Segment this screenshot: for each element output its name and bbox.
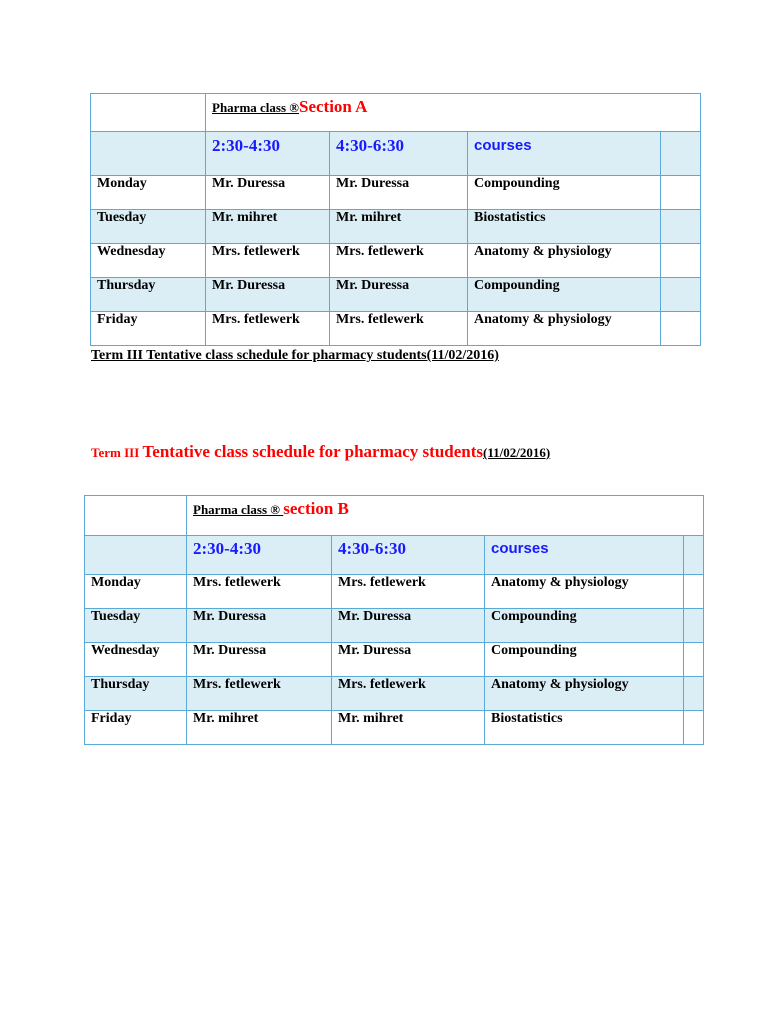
empty-cell (684, 609, 704, 643)
course-cell: Compounding (468, 176, 661, 210)
table-row (85, 575, 704, 609)
teacher-cell: Mrs. fetlewerk (332, 677, 485, 711)
table-row (85, 609, 704, 643)
section-b-title (91, 442, 550, 462)
course-cell: Anatomy & physiology (485, 677, 684, 711)
pharma-class-label: Pharma class ® (212, 100, 299, 115)
time-slot-1-header: 2:30-4:30 (212, 136, 280, 155)
teacher-cell: Mr. Duressa (206, 278, 330, 312)
teacher-cell: Mr. Duressa (332, 643, 485, 677)
empty-cell (661, 278, 701, 312)
empty-cell (684, 677, 704, 711)
table-row (91, 210, 701, 244)
teacher-cell: Mr. Duressa (332, 609, 485, 643)
empty-cell (661, 210, 701, 244)
course-cell: Anatomy & physiology (468, 312, 661, 346)
teacher-cell: Mrs. fetlewerk (330, 244, 468, 278)
empty-cell (91, 132, 206, 176)
teacher-cell: Mr. Duressa (330, 176, 468, 210)
day-cell: Tuesday (85, 609, 187, 643)
course-cell: Anatomy & physiology (485, 575, 684, 609)
table-row (85, 677, 704, 711)
day-cell: Thursday (91, 278, 206, 312)
course-cell: Compounding (468, 278, 661, 312)
day-cell: Monday (85, 575, 187, 609)
teacher-cell: Mrs. fetlewerk (206, 312, 330, 346)
teacher-cell: Mr. Duressa (187, 643, 332, 677)
table-row (85, 711, 704, 745)
empty-cell (661, 244, 701, 278)
title-main: Tentative class schedule for pharmacy students (142, 442, 484, 461)
table-row (85, 643, 704, 677)
empty-cell (85, 496, 187, 536)
teacher-cell: Mr. mihret (206, 210, 330, 244)
table-heading (206, 94, 701, 132)
day-cell: Thursday (85, 677, 187, 711)
teacher-cell: Mr. Duressa (206, 176, 330, 210)
course-cell: Compounding (485, 643, 684, 677)
title-term: Term III (91, 445, 143, 460)
courses-header: courses (474, 137, 532, 154)
empty-cell (684, 711, 704, 745)
course-cell: Anatomy & physiology (468, 244, 661, 278)
course-cell: Biostatistics (468, 210, 661, 244)
teacher-cell: Mr. mihret (330, 210, 468, 244)
section-label: Section A (298, 97, 368, 116)
day-cell: Tuesday (91, 210, 206, 244)
pharma-class-label: Pharma class ® (193, 502, 284, 517)
teacher-cell: Mr. mihret (187, 711, 332, 745)
course-cell: Compounding (485, 609, 684, 643)
teacher-cell: Mr. Duressa (187, 609, 332, 643)
empty-cell (661, 132, 701, 176)
empty-cell (684, 575, 704, 609)
courses-header: courses (491, 540, 549, 557)
empty-cell (661, 176, 701, 210)
course-cell: Biostatistics (485, 711, 684, 745)
teacher-cell: Mrs. fetlewerk (206, 244, 330, 278)
empty-cell (661, 312, 701, 346)
table-row (91, 176, 701, 210)
empty-cell (91, 94, 206, 132)
time-slot-2-header: 4:30-6:30 (338, 539, 406, 558)
table-row (91, 312, 701, 346)
empty-cell (85, 536, 187, 575)
schedule-table-section-b (84, 495, 704, 745)
day-cell: Friday (85, 711, 187, 745)
schedule-table-section-a (90, 93, 701, 346)
teacher-cell: Mr. Duressa (330, 278, 468, 312)
section-label: section B (283, 499, 349, 518)
table-row (91, 244, 701, 278)
time-slot-1-header: 2:30-4:30 (193, 539, 261, 558)
teacher-cell: Mrs. fetlewerk (187, 575, 332, 609)
teacher-cell: Mrs. fetlewerk (330, 312, 468, 346)
teacher-cell: Mrs. fetlewerk (332, 575, 485, 609)
day-cell: Wednesday (91, 244, 206, 278)
teacher-cell: Mrs. fetlewerk (187, 677, 332, 711)
table-row (91, 278, 701, 312)
title-date: (11/02/2016) (483, 445, 551, 460)
teacher-cell: Mr. mihret (332, 711, 485, 745)
time-slot-2-header: 4:30-6:30 (336, 136, 404, 155)
day-cell: Wednesday (85, 643, 187, 677)
empty-cell (684, 536, 704, 575)
schedule-caption: Term III Tentative class schedule for pharmacy students(11/02/2016) (91, 348, 499, 363)
day-cell: Monday (91, 176, 206, 210)
empty-cell (684, 643, 704, 677)
day-cell: Friday (91, 312, 206, 346)
table-heading (187, 496, 704, 536)
